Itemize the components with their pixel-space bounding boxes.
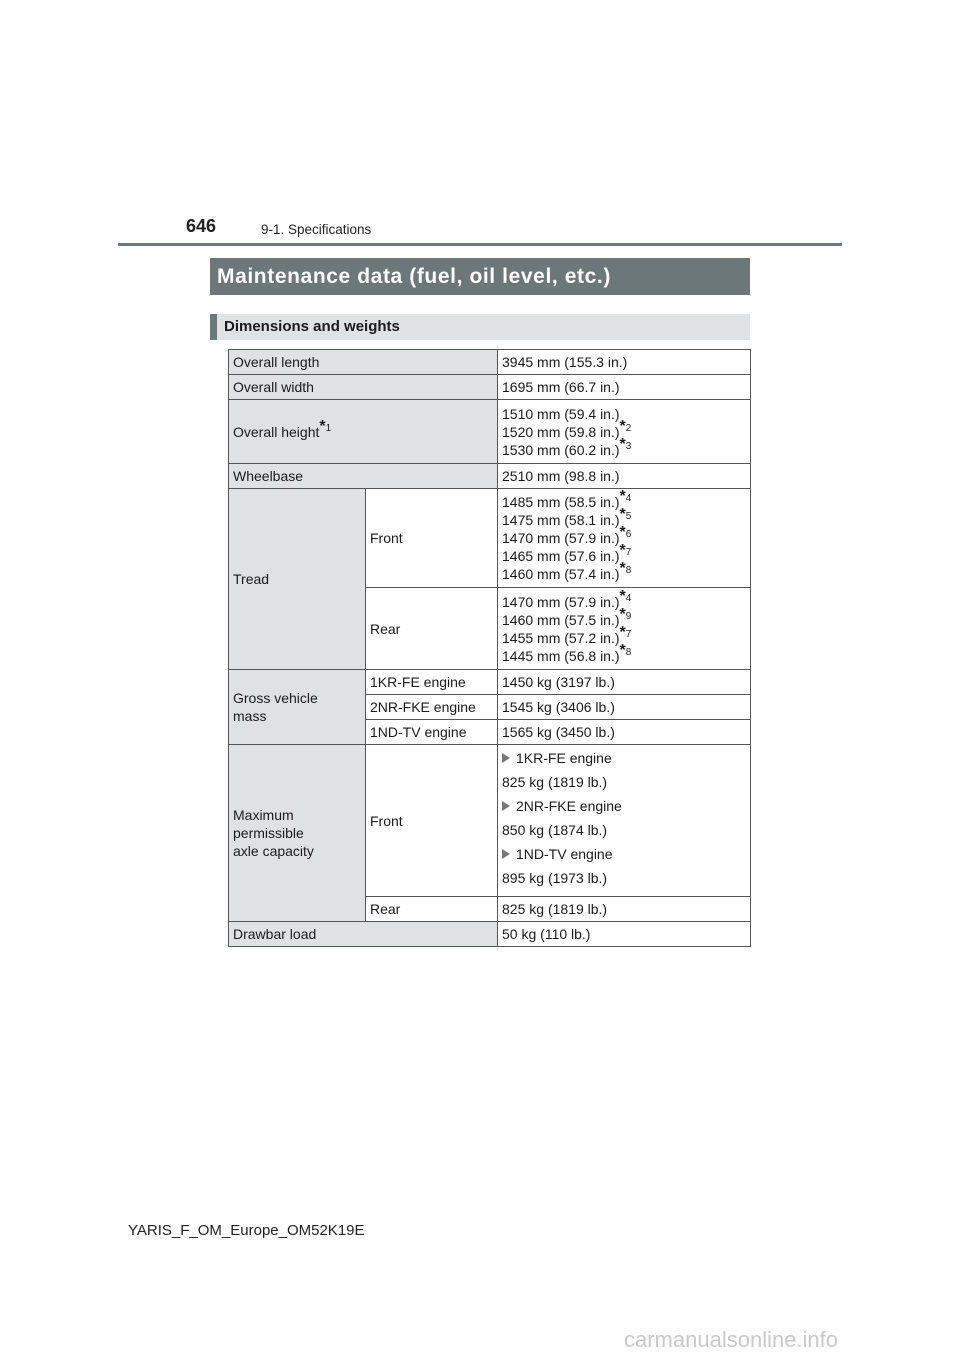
footnote-marker: *5 [619,506,632,523]
bullet-item: 1ND-TV engine [502,845,746,863]
table-row [229,670,751,695]
bullet-item: 1KR-FE engine [502,749,746,767]
axle-rear-label: Rear [366,897,498,922]
value-line: 1470 mm (57.9 in.)$^{*4}$ [502,587,632,610]
drawbar-load-value: 50 kg (110 lb.) [498,922,751,947]
footnote-marker: *4 [619,587,632,605]
tread-front-label: Front [366,489,498,588]
engine-label: 2NR-FKE engine [366,695,498,720]
value-line: 825 kg (1819 lb.) [502,774,608,790]
axle-rear-value: 825 kg (1819 lb.) [498,897,751,922]
table-row [229,745,751,897]
tread-label: Tread [229,489,366,670]
mass-value: 1450 kg (3197 lb.) [498,670,751,695]
engine-label: 1ND-TV engine [366,720,498,745]
label-line: Maximum [233,807,294,823]
subsection-title: Dimensions and weights [210,314,750,340]
footnote-marker: *3 [619,435,632,453]
label-line: permissible [233,825,304,841]
table-row [229,375,751,400]
value-line: 1470 mm (57.9 in.)$^{*6}$ [502,524,632,546]
table-row [229,464,751,489]
value-line: 1460 mm (57.5 in.)$^{*9}$ [502,605,632,628]
footnote-marker: *1 [319,417,332,435]
overall-length-value: 3945 mm (155.3 in.) [498,350,751,375]
watermark: carmanualsonline.info [624,1327,839,1352]
value-line: 1445 mm (56.8 in.)$^{*8}$ [502,641,632,664]
footnote-marker: *4 [619,488,632,505]
axle-front-values [498,745,751,897]
value-line: 1530 mm (60.2 in.)$^{*3}$ [502,435,632,458]
triangle-bullet-icon [502,753,510,763]
drawbar-load-label: Drawbar load [229,922,498,947]
wheelbase-value: 2510 mm (98.8 in.) [498,464,751,489]
engine-label: 1KR-FE engine [366,670,498,695]
value-line: 850 kg (1874 lb.) [502,822,608,838]
mass-value: 1545 kg (3406 lb.) [498,695,751,720]
table-row [229,350,751,375]
value-line: 1510 mm (59.4 in.) [502,405,620,422]
tread-rear-label: Rear [366,588,498,670]
header-rule [118,243,842,246]
footnote-marker: *2 [619,417,632,435]
table-row [229,400,751,464]
tread-front-values [498,489,751,588]
value-line: 895 kg (1973 lb.) [502,870,608,886]
overall-length-label: Overall length [229,350,498,375]
footnote-marker: *8 [619,560,632,577]
footnote-marker: *7 [619,623,632,641]
gross-vehicle-mass-label [229,670,366,745]
tread-rear-values [498,588,751,670]
value-line: 1460 mm (57.4 in.)$^{*8}$ [502,560,632,582]
wheelbase-label: Wheelbase [229,464,498,489]
label-line: axle capacity [233,843,314,859]
dimensions-weights-table [228,349,751,947]
footnote-marker: *9 [619,605,632,623]
overall-height-label-text: Overall height [233,423,320,440]
overall-width-label: Overall width [229,375,498,400]
page-title: Maintenance data (fuel, oil level, etc.) [210,258,750,295]
axle-front-label: Front [366,745,498,897]
value-line: 1475 mm (58.1 in.)$^{*5}$ [502,506,632,528]
table-row [229,922,751,947]
page-number: 646 [186,216,217,236]
overall-height-values [498,400,751,464]
overall-width-value: 1695 mm (66.7 in.) [498,375,751,400]
footnote-marker: *7 [619,542,632,559]
document-footer: YARIS_F_OM_Europe_OM52K19E [128,1222,365,1239]
value-line: 1465 mm (57.6 in.)$^{*7}$ [502,542,632,564]
max-axle-capacity-label [229,745,366,922]
footnote-marker: *6 [619,524,632,541]
section-title: 9-1. Specifications [261,222,372,237]
overall-height-label [229,400,498,464]
mass-value: 1565 kg (3450 lb.) [498,720,751,745]
triangle-bullet-icon [502,801,510,811]
table-row [229,489,751,588]
bullet-item: 2NR-FKE engine [502,797,746,815]
value-line: 1455 mm (57.2 in.)$^{*7}$ [502,623,632,646]
triangle-bullet-icon [502,849,510,859]
label-line: Gross vehicle [233,690,318,706]
value-line: 1485 mm (58.5 in.)$^{*4}$ [502,488,632,510]
value-line: 1520 mm (59.8 in.)$^{*2}$ [502,417,632,440]
footnote-marker: *8 [619,641,632,659]
label-line: mass [233,708,267,724]
